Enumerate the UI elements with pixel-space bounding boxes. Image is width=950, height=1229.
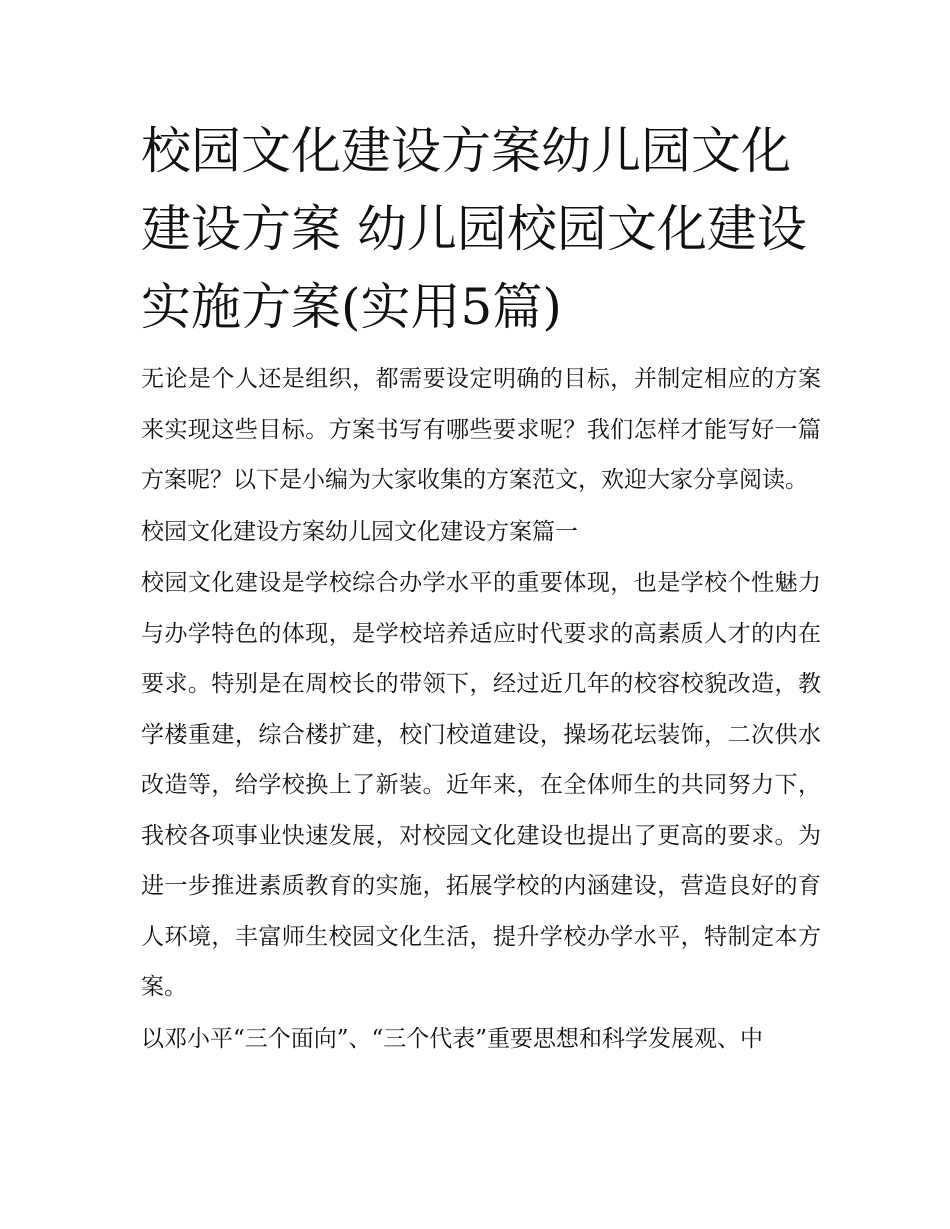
body-paragraph: 校园文化建设是学校综合办学水平的重要体现，也是学校个性魅力与办学特色的体现，是学校培养适应时代要求的高素质人才的内在要求。特别是在周校长的带领下，经过近几年的校容校貌改造，教学楼重建，综合楼扩建，校门校道建设，操场花坛装饰，二次供水改造等，给学校换上了新装。近年来，在全体师生的共同努力下，我校各项事业快速发展，对校园文化建设也提出了更高的要求。为进一步推进素质教育的实施，拓展学校的内涵建设，营造良好的育人环境，丰富师生校园文化生活，提升学校办学水平，特制定本方案。 <box>141 570 821 1000</box>
section-heading: 校园文化建设方案幼儿园文化建设方案篇一 <box>141 518 578 545</box>
body-paragraph-continued: 以邓小平“三个面向”、“三个代表”重要思想和科学发展观、中 <box>141 1025 764 1052</box>
intro-paragraph: 无论是个人还是组织，都需要设定明确的目标，并制定相应的方案来实现这些目标。方案书写有哪些要求呢？我们怎样才能写好一篇方案呢？以下是小编为大家收集的方案范文，欢迎大家分享阅读。 <box>141 366 821 493</box>
document-page <box>141 112 821 1064</box>
document-title: 校园文化建设方案幼儿园文化建设方案 幼儿园校园文化建设实施方案(实用5篇) <box>141 122 807 336</box>
